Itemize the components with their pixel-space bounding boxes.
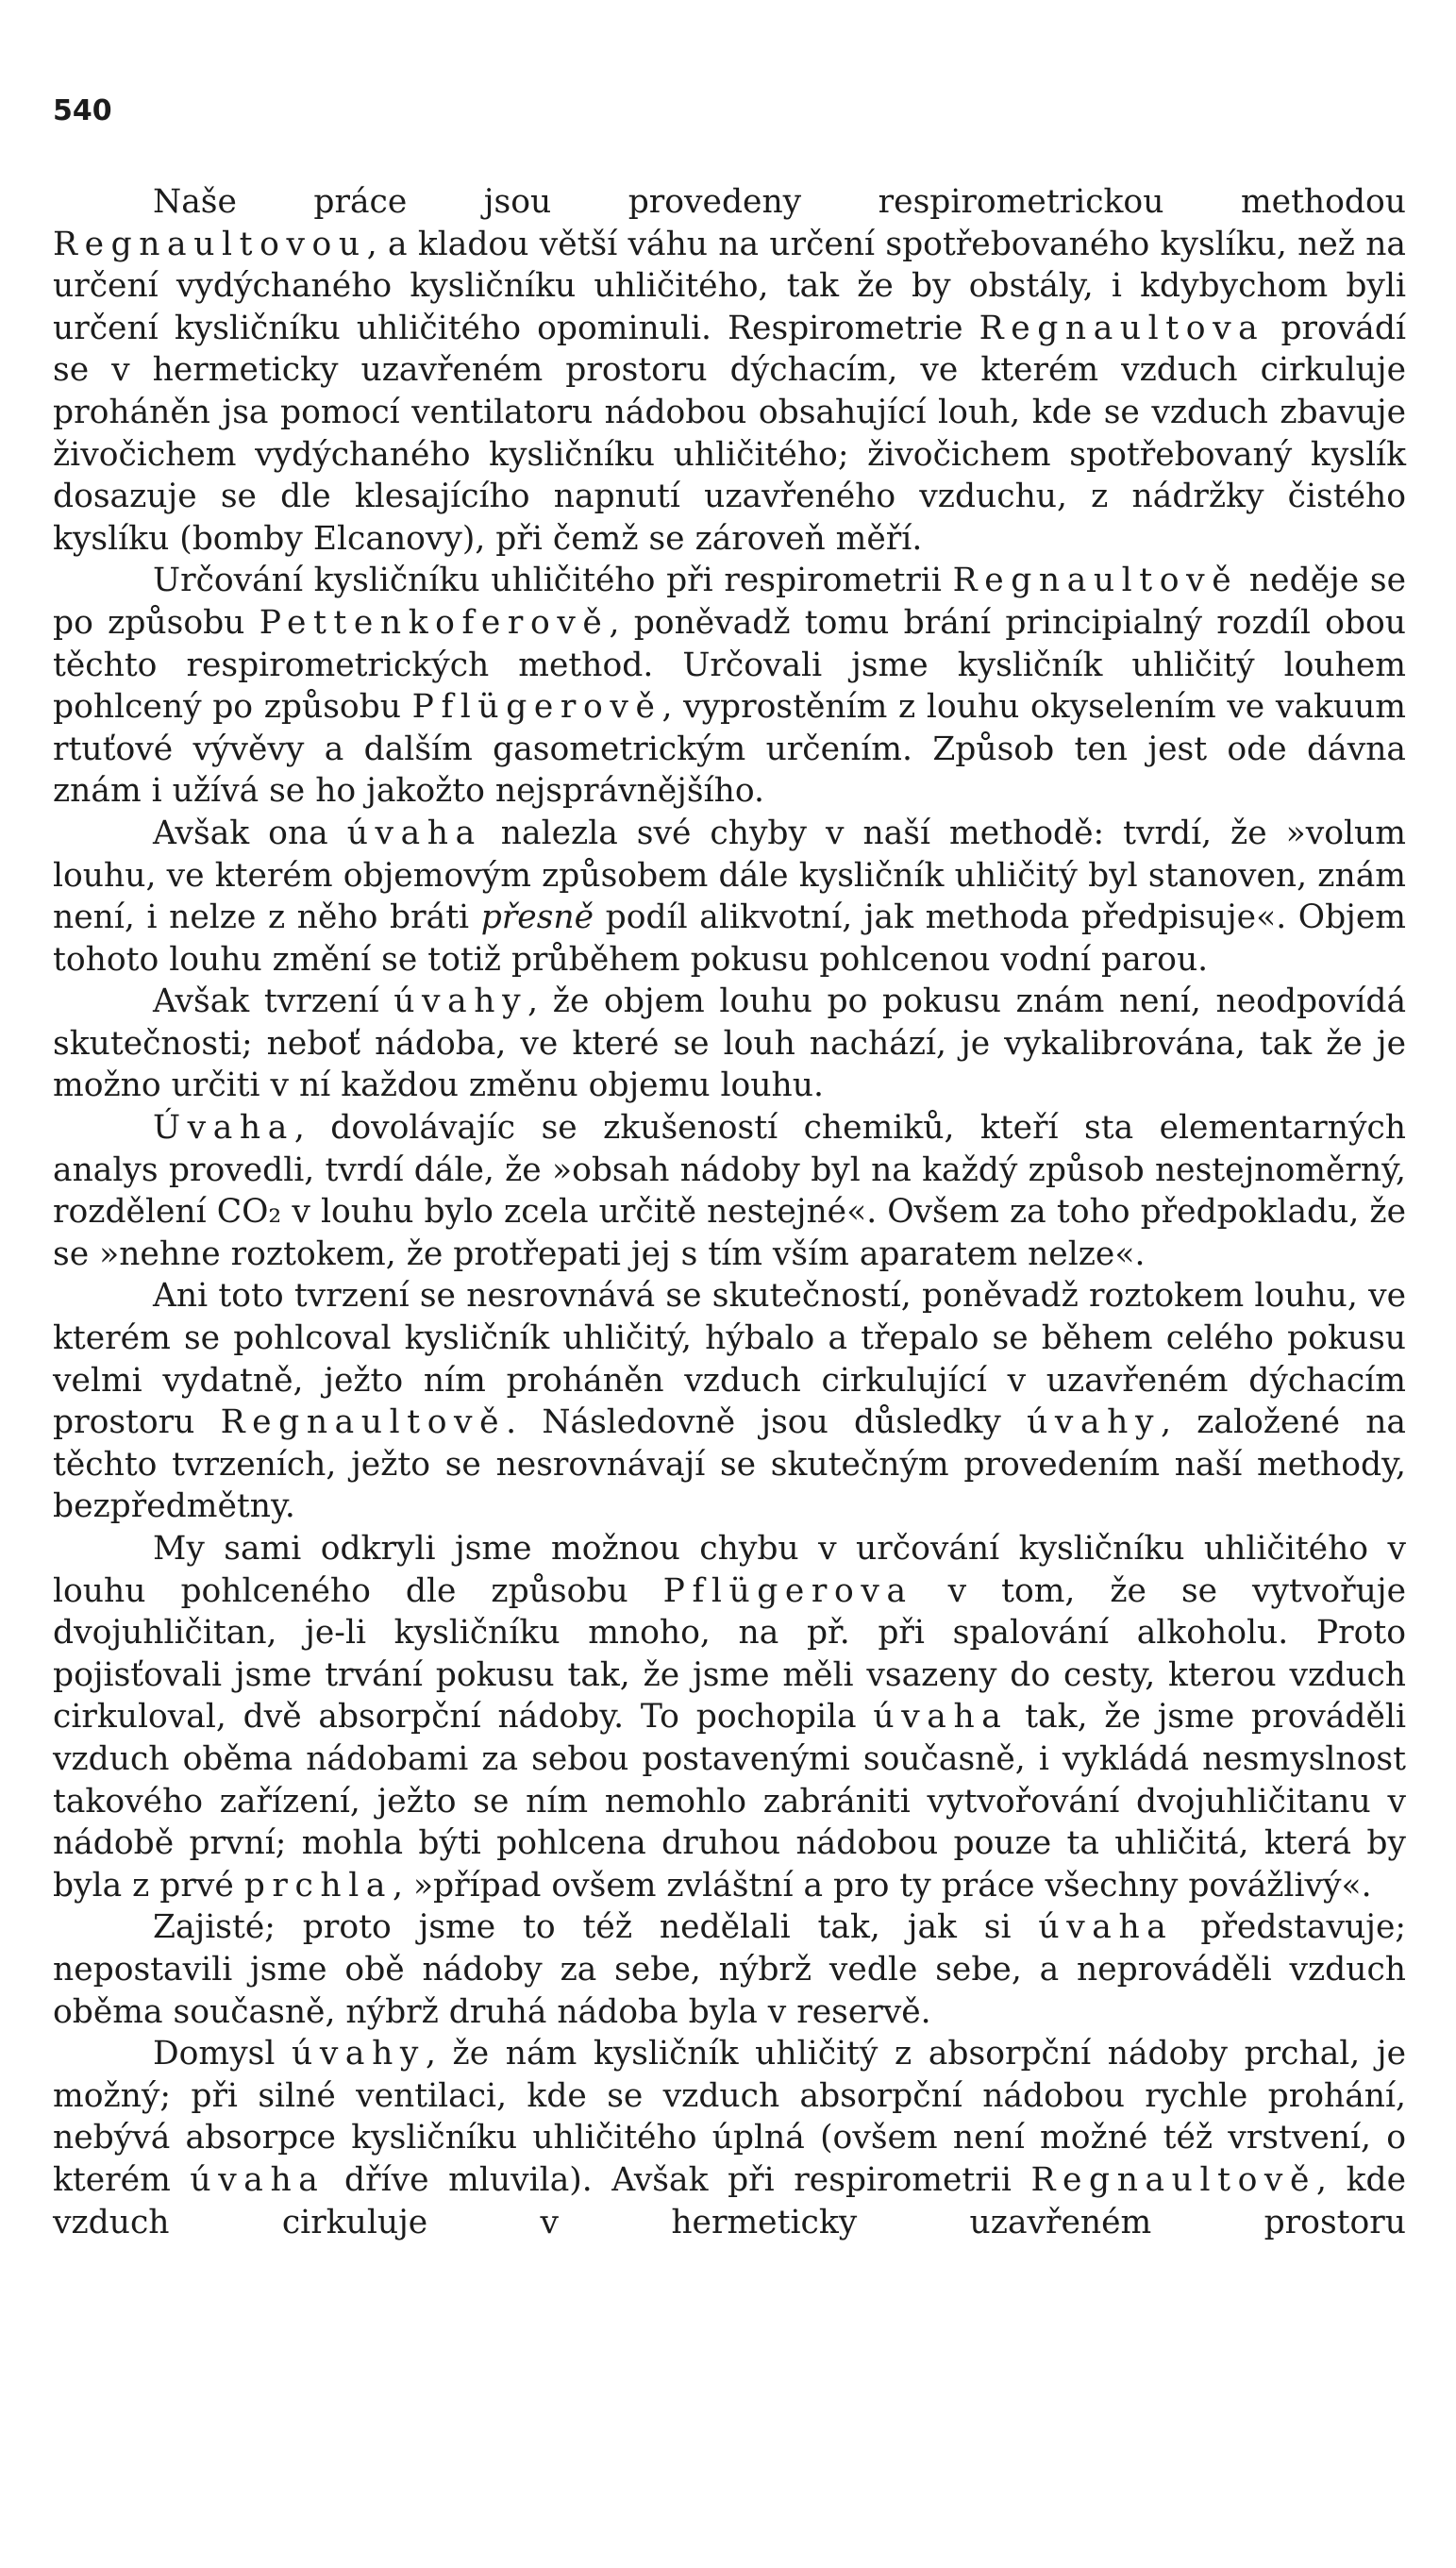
italic-emphasis: přesně [480,898,594,937]
spaced-name: Regnaultově [952,562,1239,600]
text-run: Avšak ona [153,814,347,852]
spaced-name: Pettenkoferově [259,603,610,642]
text-run: podíl alikvotní, jak methoda předpisuje«. Objem tohoto louhu změní se totiž průběhem pokusu pohlcenou vodní parou. [53,898,1406,979]
text-run: Domysl [153,2035,293,2073]
text-run: provádí se v hermeticky uzavřeném prostoru dýchacím, ve kterém vzduch cirkuluje proháněn jsa pomocí ventilatoru nádobou obsahující louh, kde se vzduch zbavuje živočichem vydýchaného kysličníku uhličitého; živočichem spotřebovaný kyslík dosazuje se dle klesajícího napnutí uzavřeného vzduchu, z nádržky čistého kyslíku (bomby Elcanovy), při čemž se zároveň měří. [53,309,1406,558]
text-run: Zajisté; proto jsme to též nedělali tak, jak si [153,1908,1039,1947]
spaced-name: Regnaultovou [53,225,367,263]
spaced-name: úvahy [393,982,528,1021]
text-run: , a kladou větší váhu na určení spotřebovaného kyslíku, než na určení vydýchaného kysličníku uhličitého, tak že by obstály, i kdybychom byli určení kysličníku uhličitého opominuli. Respirometrie [53,225,1406,347]
text-run: Avšak tvrzení [153,982,394,1021]
text-run: , založené na těchto tvrzeních, ježto se nesrovnávají se skutečným provedením naší methody, bezpředmětny. [53,1403,1406,1526]
spaced-name: Pflügerově [411,688,662,727]
spaced-name: úvahy [292,2035,426,2073]
text-run: Ani toto tvrzení se nesrovnává se skutečností, poněvadž roztokem louhu, ve kterém se pohlcoval kysličník uhličitý, hýbalo a třepalo se během celého pokusu velmi vydatně, ježto ním proháněn vzduch cirkulující v uzavřeném dýchacím prostoru [53,1277,1406,1442]
text-run: , že nám kysličník uhličitý z absorpční nádoby prchal, je možný; při silné ventilaci, kde se vzduch absorpční nádobou rychle prohání, nebývá absorpce kysličníku uhličitého úplná (ovšem není možné též vrstvení, o kterém [53,2035,1407,2199]
text-run: . Následovně jsou důsledky [506,1403,1028,1442]
paragraph [53,1107,1406,1275]
paragraph [53,813,1406,981]
text-run: představuje; nepostavili jsme obě nádoby za sebe, nýbrž vedle sebe, a neprováděli vzduch oběma současně, nýbrž druhá nádoba byla v reservě. [53,1908,1406,2031]
text-run: , že objem louhu po pokusu znám není, neodpovídá skutečnosti; neboť nádoba, ve které se louh nachází, je vykalibrována, tak že je možno určiti v ní každou změnu objemu louhu. [53,982,1407,1105]
text-run: , poněvadž tomu brání principialný rozdíl obou těchto respirometrických method. Určovali jsme kysličník uhličitý louhem pohlcený po způsobu [53,603,1406,727]
paragraph [53,981,1406,1107]
spaced-name: prchla [243,1866,393,1905]
spaced-name: úvaha [190,2160,326,2199]
spaced-name: Regnaultově [220,1403,507,1442]
spaced-name: úvaha [1038,1908,1174,1947]
spaced-name: úvahy [1027,1403,1162,1442]
text-run: Určování kysličníku uhličitého při respirometrii [153,562,953,600]
spaced-name: Pflügerova [662,1571,913,1610]
text-run: My sami odkryli jsme možnou chybu v určování kysličníku uhličitého v louhu pohlceného dle způsobu [53,1530,1406,1610]
text-run: v tom, že se vytvořuje dvojuhličitan, je-li kysličníku mnoho, na př. při spalování alkoholu. Proto pojisťovali jsme trvání pokusu tak, že jsme měli vsazeny do cesty, kterou vzduch cirkuloval, dvě absorpční nádoby. To pochopila [53,1571,1406,1737]
text-run: Naše práce jsou provedeny respirometrickou methodou [153,183,1406,221]
spaced-name: úvaha [873,1698,1009,1737]
paragraph [53,1906,1406,2033]
paragraph [53,560,1406,813]
spaced-name: úvaha [346,814,482,852]
paragraph [53,2033,1406,2243]
text-run: tak, že jsme prováděli vzduch oběma nádobami za sebou postavenými současně, i vykládá nesmyslnost takového zařízení, ježto se ním nemohlo zabrániti vytvořování dvojuhličitanu v nádobě první; mohla býti pohlcena druhou nádobou pouze ta uhličitá, která by byla z prvé [53,1698,1406,1905]
page-number: 540 [53,94,112,127]
paragraph [53,1528,1406,1906]
text-run: neděje se po způsobu [53,562,1406,642]
text-run: , dovolávajíc se zkušeností chemiků, kteří sta elementarných analys provedli, tvrdí dále, že »obsah nádoby byl na každý způsob nestejnoměrný, rozdělení CO₂ v louhu bylo zcela určitě nestejné«. Ovšem za toho předpokladu, že se »nehne roztokem, že protřepati jej s tím vším aparatem nelze«. [53,1109,1406,1273]
text-run: , kde vzduch cirkuluje v hermeticky uzavřeném prostoru [53,2160,1407,2241]
spaced-name: Úvaha [153,1109,294,1148]
text-run: dříve mluvila). Avšak při respirometrii [325,2160,1031,2199]
paragraph [53,181,1406,560]
text-run: , vyprostěním z louhu okyselením ve vakuum rtuťové vývěvy a dalším gasometrickým určením. Způsob ten jest ode dávna znám i užívá se ho jakožto nejsprávnějšího. [53,688,1406,811]
text-run: nalezla své chyby v naší methodě: tvrdí, že »volum louhu, ve kterém objemovým způsobem dále kysličník uhličitý byl stanoven, znám není, i nelze z něho bráti [53,814,1406,937]
text-run: , »případ ovšem zvláštní a pro ty práce všechny povážlivý«. [393,1866,1372,1905]
spaced-name: Regnaultově [1030,2160,1317,2199]
body-text [53,181,1406,2243]
spaced-name: Regnaultova [979,309,1265,347]
paragraph [53,1275,1406,1528]
